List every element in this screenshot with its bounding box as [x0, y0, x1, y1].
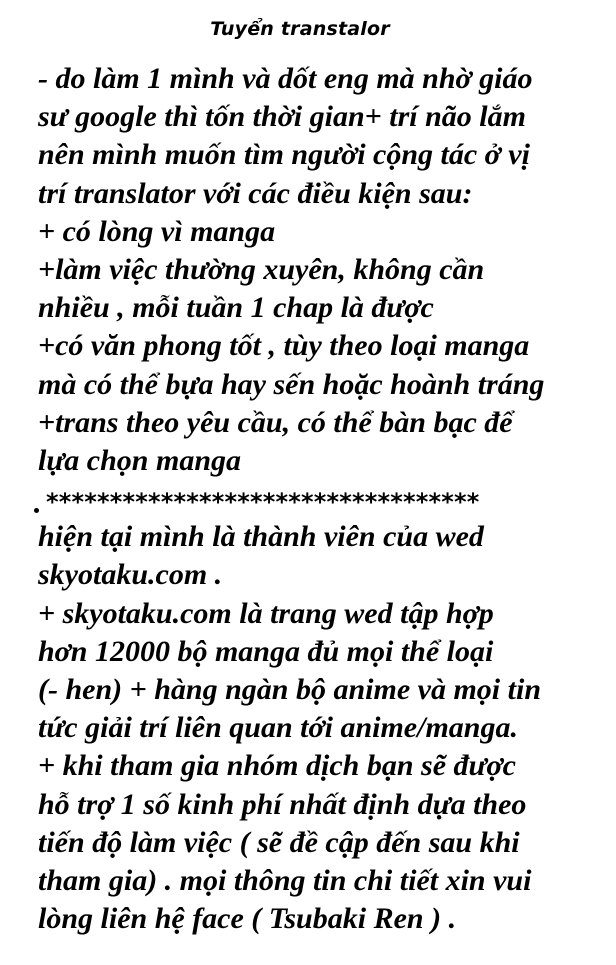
page-title: Tuyển transtalor — [210, 18, 390, 40]
text-line: + có lòng vì manga — [38, 214, 276, 248]
text-line: skyotaku.com . — [38, 558, 223, 592]
text-line: (- hen) + hàng ngàn bộ anime và mọi tin — [38, 673, 541, 706]
text-line: trí translator với các điều kiện sau: — [38, 176, 473, 210]
text-line: sư google thì tốn thời gian+ trí não lắm — [38, 100, 526, 134]
text-line: + khi tham gia nhóm dịch bạn sẽ được — [38, 749, 516, 783]
text-line: tức giải trí liên quan tới anime/manga. — [38, 711, 518, 745]
text-line: tiến độ làm việc ( sẽ đề cập đến sau khi — [38, 825, 520, 859]
separator-line: ********************************** — [46, 488, 480, 517]
text-line: lựa chọn manga — [38, 443, 242, 477]
text-line: - do làm 1 mình và dốt eng mà nhờ giáo — [38, 62, 533, 95]
text-line: nên mình muốn tìm người cộng tác ở vị — [38, 138, 530, 172]
text-line: + skyotaku.com là trang wed tập hợp — [38, 596, 494, 630]
text-line: +làm việc thường xuyên, không cần — [38, 252, 485, 286]
text-line: lòng liên hệ face ( Tsubaki Ren ) . — [38, 902, 457, 936]
text-line: hơn 12000 bộ manga đủ mọi thể loại — [38, 634, 494, 668]
text-line: +có văn phong tốt , tùy theo loại manga — [38, 329, 530, 363]
text-line: hiện tại mình là thành viên của wed — [38, 520, 484, 554]
text-line: hỗ trợ 1 số kinh phí nhất định dựa theo — [38, 787, 527, 821]
document-body — [38, 60, 598, 938]
text-line: +trans theo yêu cầu, có thể bàn bạc để — [38, 405, 513, 439]
text-line: nhiều , mỗi tuần 1 chap là được — [38, 291, 434, 325]
text-line: tham gia) . mọi thông tin chi tiết xin vui — [38, 863, 532, 897]
text-line: mà có thể bựa hay sến hoặc hoành tráng — [38, 367, 545, 401]
